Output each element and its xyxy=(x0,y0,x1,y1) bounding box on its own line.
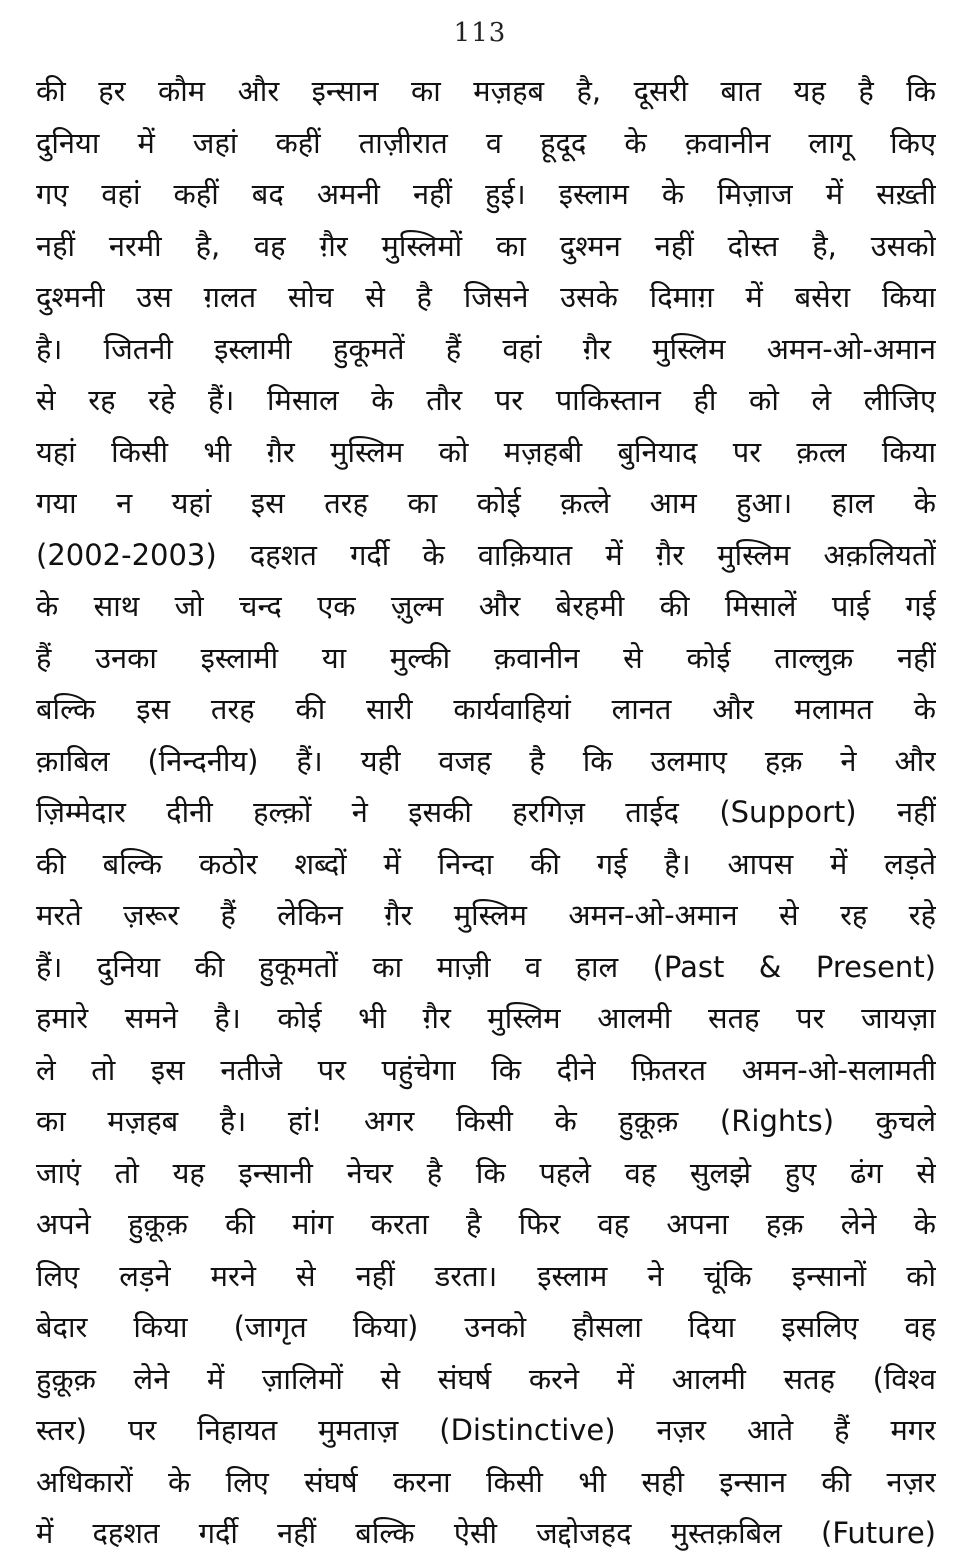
text-line: का मज़हब है। हां! अगर किसी के हुक़ूक़ (Rights) कुचले xyxy=(36,1104,936,1138)
text-line: हैं उनका इस्लामी या मुल्की क़वानीन से कोई ताल्लुक़ नहीं xyxy=(36,640,936,675)
text-line: ले तो इस नतीजे पर पहुंचेगा कि दीने फ़ितरत अमन-ओ-सलामती xyxy=(36,1052,936,1087)
body-text xyxy=(36,66,936,1560)
text-line: के साथ जो चन्द एक ज़ुल्म और बेरहमी की मिसालें पाई गई xyxy=(36,589,936,623)
text-line: नहीं नरमी है, वह ग़ैर मुस्लिमों का दुश्मन नहीं दोस्त है, उसको xyxy=(36,228,936,263)
text-line: दुश्मनी उस ग़लत सोच से है जिसने उसके दिमाग़ में बसेरा किया xyxy=(36,280,936,314)
text-line: दुनिया में जहां कहीं ताज़ीरात व हूदूद के क़वानीन लागू किए xyxy=(36,125,936,160)
text-line: गया न यहां इस तरह का कोई क़त्ले आम हुआ। हाल के xyxy=(36,486,936,520)
text-line: है। जितनी इस्लामी हुकूमतें हैं वहां ग़ैर मुस्लिम अमन-ओ-अमान xyxy=(36,331,936,366)
text-line: क़ाबिल (निन्दनीय) हैं। यही वजह है कि उलमाए हक़ ने और xyxy=(36,743,936,778)
text-line: बल्कि इस तरह की सारी कार्यवाहियां लानत और मलामत के xyxy=(36,692,936,726)
text-line: बेदार किया (जागृत किया) उनको हौसला दिया इसलिए वह xyxy=(36,1310,936,1344)
page-number: 113 xyxy=(453,18,507,48)
text-line: लिए लड़ने मरने से नहीं डरता। इस्लाम ने चूंकि इन्सानों को xyxy=(36,1258,936,1293)
text-line: हैं। दुनिया की हुकूमतों का माज़ी व हाल (Past & Present) xyxy=(36,949,936,984)
text-line: (2002-2003) दहशत गर्दी के वाक़ियात में ग़ैर मुस्लिम अक़लियतों xyxy=(36,537,936,572)
text-line: गए वहां कहीं बद अमनी नहीं हुई। इस्लाम के मिज़ाज में सख़्ती xyxy=(36,177,936,211)
text-line: की हर कौम और इन्सान का मज़हब है, दूसरी बात यह है कि xyxy=(36,74,936,108)
text-line: हुक़ूक़ लेने में ज़ालिमों से संघर्ष करने में आलमी सतह (विश्व xyxy=(36,1361,936,1396)
text-line: की बल्कि कठोर शब्दों में निन्दा की गई है। आपस में लड़ते xyxy=(36,846,936,881)
text-line: में दहशत गर्दी नहीं बल्कि ऐसी जद्दोजहद मुस्तक़बिल (Future) xyxy=(36,1516,936,1550)
text-line: यहां किसी भी ग़ैर मुस्लिम को मज़हबी बुनियाद पर क़त्ल किया xyxy=(36,434,936,469)
text-line: जाएं तो यह इन्सानी नेचर है कि पहले वह सुलझे हुए ढंग से xyxy=(36,1155,936,1190)
text-line: अधिकारों के लिए संघर्ष करना किसी भी सही इन्सान की नज़र xyxy=(36,1464,936,1499)
text-line: हमारे समने है। कोई भी ग़ैर मुस्लिम आलमी सतह पर जायज़ा xyxy=(36,1001,936,1035)
text-line: ज़िम्मेदार दीनी हल्क़ों ने इसकी हरगिज़ ताईद (Support) नहीं xyxy=(36,795,936,829)
text-line: स्तर) पर निहायत मुमताज़ (Distinctive) नज़र आते हैं मगर xyxy=(36,1413,936,1447)
text-line: मरते ज़रूर हैं लेकिन ग़ैर मुस्लिम अमन-ओ-अमान से रह रहे xyxy=(36,898,936,932)
text-line: से रह रहे हैं। मिसाल के तौर पर पाकिस्तान ही को ले लीजिए xyxy=(36,383,936,417)
text-line: अपने हुक़ूक़ की मांग करता है फिर वह अपना हक़ लेने के xyxy=(36,1207,936,1241)
